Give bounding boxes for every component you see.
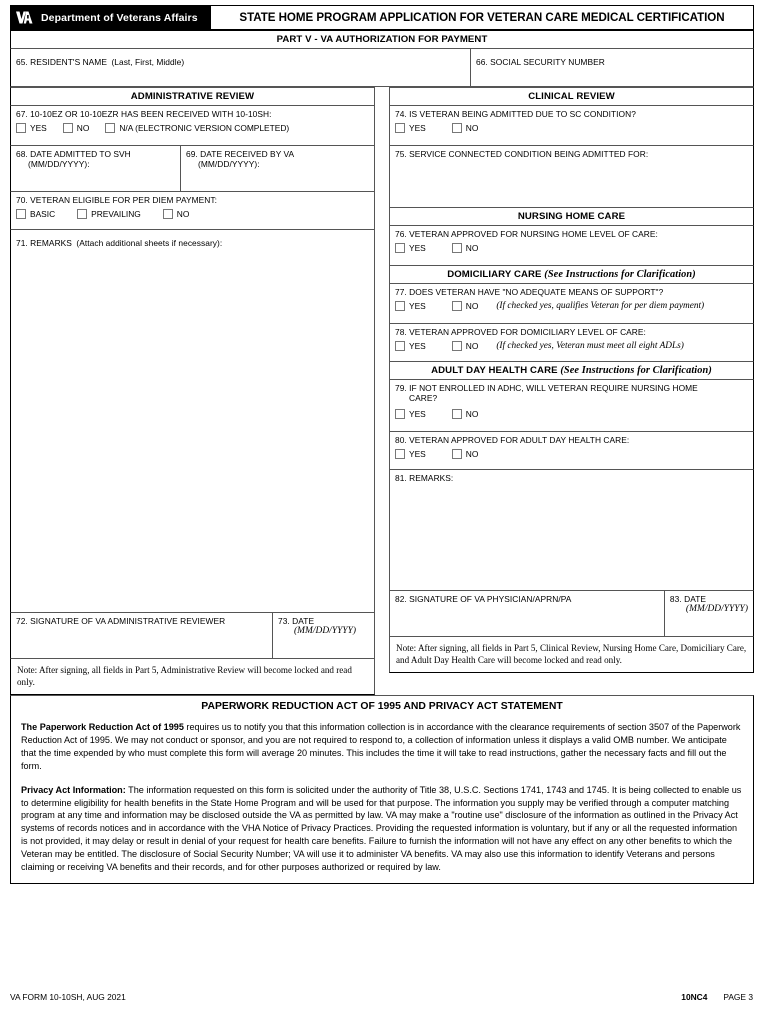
q78-options [395, 341, 748, 351]
q76-options [395, 243, 748, 253]
q70-label: 70. VETERAN ELIGIBLE FOR PER DIEM PAYMENT: [16, 195, 217, 205]
q79-label-line2: CARE? [409, 393, 438, 403]
q78-block [389, 324, 754, 362]
q77-note: (If checked yes, qualifies Veteran for per diem payment) [496, 301, 705, 311]
q74-yes-checkbox[interactable] [395, 123, 405, 133]
clinical-note-text: Note: After signing, all fields in Part 5, Clinical Review, Nursing Home Care, Domiciliary Care, and Adult Day Health Care will become locked and read only. [396, 643, 747, 665]
paperwork-reduction-act-block [10, 695, 754, 884]
clinical-review-band [389, 87, 754, 106]
q70-block [10, 192, 375, 230]
q70-basic-label: BASIC [30, 209, 56, 219]
pra-body [11, 716, 753, 883]
pra-paragraph-2-text: The information requested on this form is solicited under the authority of Title 38, U.S.C. Sections 1741, 1743 and 1745. It is being collected to enable us to determine eligibility for health benefits in the State Home Program and will be used for that purpose. The information you supply may be verified through a computer matching program at any time and information may be disclosed outside the VA as permitted by law. VA may make a "routine use" disclosure of the information as outlined in the Privacy Act systems of records notices and in accordance with the VHA Notice of Privacy Practices. Providing the requested information is voluntary, but if any or all the requested information is not provided, it may delay or result in denial of your request for health care benefits. Failure to furnish the information will not have any effect on any other benefits to which the Veteran may be entitled. The disclosure of Social Security Number; VA will use it to administer VA benefits. VA may also use this information to identify Veterans and persons claiming or receiving VA benefits and their records, and for other purposes authorized or required by law. [21, 784, 742, 873]
q70-no-checkbox[interactable] [163, 209, 173, 219]
form-id: VA FORM 10-10SH, AUG 2021 [10, 992, 126, 1002]
q82-label: 82. SIGNATURE OF VA PHYSICIAN/APRN/PA [395, 594, 572, 604]
administrative-review-column [10, 87, 375, 695]
form-header [10, 5, 754, 30]
nursing-home-care-band [389, 208, 754, 226]
q80-yes-checkbox[interactable] [395, 449, 405, 459]
domiciliary-care-band [389, 266, 754, 284]
pra-title: PAPERWORK REDUCTION ACT OF 1995 AND PRIVACY ACT STATEMENT [201, 701, 563, 712]
q78-note: (If checked yes, Veteran must meet all eight ADLs) [496, 341, 684, 351]
q79-no-label: NO [465, 409, 479, 419]
pra-paragraph-2 [21, 784, 743, 874]
column-gap [375, 87, 389, 695]
q75-label: 75. SERVICE CONNECTED CONDITION BEING ADMITTED FOR: [395, 149, 649, 159]
q78-no-checkbox[interactable] [452, 341, 462, 351]
q72-label: 72. SIGNATURE OF VA ADMINISTRATIVE REVIEWER [16, 616, 226, 626]
q67-options [16, 123, 369, 133]
q69-field[interactable] [181, 146, 374, 191]
va-logo-icon [15, 10, 35, 25]
pra-paragraph-1-lead: The Paperwork Reduction Act of 1995 [21, 722, 184, 732]
footer-right [681, 992, 753, 1002]
q76-label: 76. VETERAN APPROVED FOR NURSING HOME LEVEL OF CARE: [395, 229, 658, 239]
q74-yes-label: YES [409, 123, 426, 133]
q74-block [389, 106, 754, 146]
agency-banner [11, 6, 211, 29]
part-band: PART V - VA AUTHORIZATION FOR PAYMENT [276, 34, 488, 45]
q75-field[interactable] [389, 146, 754, 208]
q79-label-line1: 79. IF NOT ENROLLED IN ADHC, WILL VETERAN REQUIRE NURSING HOME [395, 383, 698, 393]
q82-signature-field[interactable] [390, 591, 665, 636]
q83-hint: (MM/DD/YYYY) [685, 604, 748, 614]
adult-day-health-care-band-label: ADULT DAY HEALTH CARE [431, 365, 558, 376]
q71-label: 71. REMARKS [16, 238, 72, 248]
q73-date-field[interactable] [273, 613, 374, 658]
q80-yes-label: YES [409, 449, 426, 459]
q68-hint: (MM/DD/YYYY): [28, 159, 90, 169]
q79-yes-checkbox[interactable] [395, 409, 405, 419]
q77-yes-label: YES [409, 301, 426, 311]
q74-options [395, 123, 748, 133]
q71-remarks-field[interactable] [10, 230, 375, 613]
q77-no-label: NO [465, 301, 479, 311]
q80-options [395, 449, 748, 459]
q74-no-checkbox[interactable] [452, 123, 462, 133]
identity-row [10, 49, 754, 87]
q73-label: 73. DATE [278, 616, 315, 626]
clinical-review-band-label: CLINICAL REVIEW [528, 91, 615, 102]
q67-no-checkbox[interactable] [63, 123, 73, 133]
q77-options [395, 301, 748, 311]
q67-no-label: NO [76, 123, 90, 133]
admin-note-text: Note: After signing, all fields in Part 5, Administrative Review will become locked and read only. [17, 665, 352, 687]
q78-no-label: NO [465, 341, 479, 351]
ssn-field[interactable] [471, 49, 753, 86]
q83-date-field[interactable] [665, 591, 753, 636]
q80-label: 80. VETERAN APPROVED FOR ADULT DAY HEALTH CARE: [395, 435, 630, 445]
q68-field[interactable] [11, 146, 181, 191]
q68-q69-row [10, 146, 375, 192]
form-footer [10, 992, 753, 1002]
q68-label: 68. DATE ADMITTED TO SVH [16, 149, 131, 159]
q80-no-checkbox[interactable] [452, 449, 462, 459]
q79-options [395, 409, 748, 419]
agency-name: Department of Veterans Affairs [41, 11, 198, 24]
q76-yes-checkbox[interactable] [395, 243, 405, 253]
q82-q83-row [389, 591, 754, 637]
q80-no-label: NO [465, 449, 479, 459]
nursing-home-care-band-label: NURSING HOME CARE [517, 211, 626, 222]
q78-yes-checkbox[interactable] [395, 341, 405, 351]
page-number: PAGE 3 [723, 992, 753, 1002]
adult-day-health-care-band [389, 362, 754, 380]
q72-signature-field[interactable] [11, 613, 273, 658]
q81-remarks-field[interactable] [389, 470, 754, 591]
q77-yes-checkbox[interactable] [395, 301, 405, 311]
q81-label: 81. REMARKS: [395, 473, 454, 483]
q76-no-checkbox[interactable] [452, 243, 462, 253]
q74-no-label: NO [465, 123, 479, 133]
adult-day-health-care-band-note: (See Instructions for Clarification) [560, 365, 712, 376]
pra-paragraph-1-text: requires us to notify you that this information collection is in accordance with the clearance requirements of section 3507 of the Paperwork Reduction Act of 1995. We may not conduct or sponsor, and you are not required to respond to, a collection of information unless it displays a valid OMB number. We anticipate that the time expended by who must complete this form will average 20 minutes. This includes the time it will take to read instructions, gather the necessary facts and fill out the form. [21, 722, 741, 771]
q76-block [389, 226, 754, 266]
q78-label: 78. VETERAN APPROVED FOR DOMICILIARY LEVEL OF CARE: [395, 327, 646, 337]
q80-block [389, 432, 754, 470]
q70-basic-checkbox[interactable] [16, 209, 26, 219]
q76-no-label: NO [465, 243, 479, 253]
q73-hint: (MM/DD/YYYY) [294, 626, 357, 636]
q79-no-checkbox[interactable] [452, 409, 462, 419]
q83-label: 83. DATE [669, 594, 707, 604]
resident-name-label: 65. RESIDENT'S NAME [16, 57, 107, 67]
form-sheet [10, 5, 754, 884]
resident-name-field[interactable] [11, 49, 471, 86]
clinical-review-column [389, 87, 754, 695]
clinical-note-block [389, 637, 754, 673]
q76-yes-label: YES [409, 243, 426, 253]
domiciliary-care-band-label: DOMICILIARY CARE [447, 269, 542, 280]
resident-name-hint: (Last, First, Middle) [111, 57, 185, 67]
q71-hint: (Attach additional sheets if necessary): [76, 238, 223, 248]
domiciliary-care-band-note: (See Instructions for Clarification) [544, 269, 696, 280]
administrative-review-band [10, 87, 375, 106]
pra-paragraph-1 [21, 721, 743, 773]
q70-options [16, 209, 369, 219]
form-title: STATE HOME PROGRAM APPLICATION FOR VETERAN CARE MEDICAL CERTIFICATION [239, 11, 725, 24]
q67-na-checkbox[interactable] [105, 123, 115, 133]
q70-prevailing-checkbox[interactable] [77, 209, 87, 219]
q67-label: 67. 10-10EZ OR 10-10EZR HAS BEEN RECEIVED WITH 10-10SH: [16, 109, 272, 119]
q74-label: 74. IS VETERAN BEING ADMITTED DUE TO SC CONDITION? [395, 109, 636, 119]
q67-block [10, 106, 375, 146]
q77-block [389, 284, 754, 324]
pra-paragraph-2-lead: Privacy Act Information: [21, 784, 126, 795]
admin-note-block [10, 659, 375, 695]
q79-block [389, 380, 754, 432]
administrative-review-band-label: ADMINISTRATIVE REVIEW [130, 91, 255, 102]
q77-label: 77. DOES VETERAN HAVE "NO ADEQUATE MEANS OF SUPPORT"? [395, 287, 664, 297]
q67-yes-checkbox[interactable] [16, 123, 26, 133]
q78-yes-label: YES [409, 341, 426, 351]
q79-yes-label: YES [409, 409, 426, 419]
ssn-label: 66. SOCIAL SECURITY NUMBER [476, 57, 605, 67]
q67-na-label: N/A (ELECTRONIC VERSION COMPLETED) [119, 123, 290, 133]
q72-q73-row [10, 613, 375, 659]
q77-no-checkbox[interactable] [452, 301, 462, 311]
q70-prevailing-label: PREVAILING [91, 209, 141, 219]
omb-code: 10NC4 [681, 992, 708, 1002]
q67-yes-label: YES [30, 123, 47, 133]
q69-hint: (MM/DD/YYYY): [198, 159, 260, 169]
q69-label: 69. DATE RECEIVED BY VA [186, 149, 295, 159]
review-columns [10, 87, 754, 695]
q70-no-label: NO [176, 209, 190, 219]
